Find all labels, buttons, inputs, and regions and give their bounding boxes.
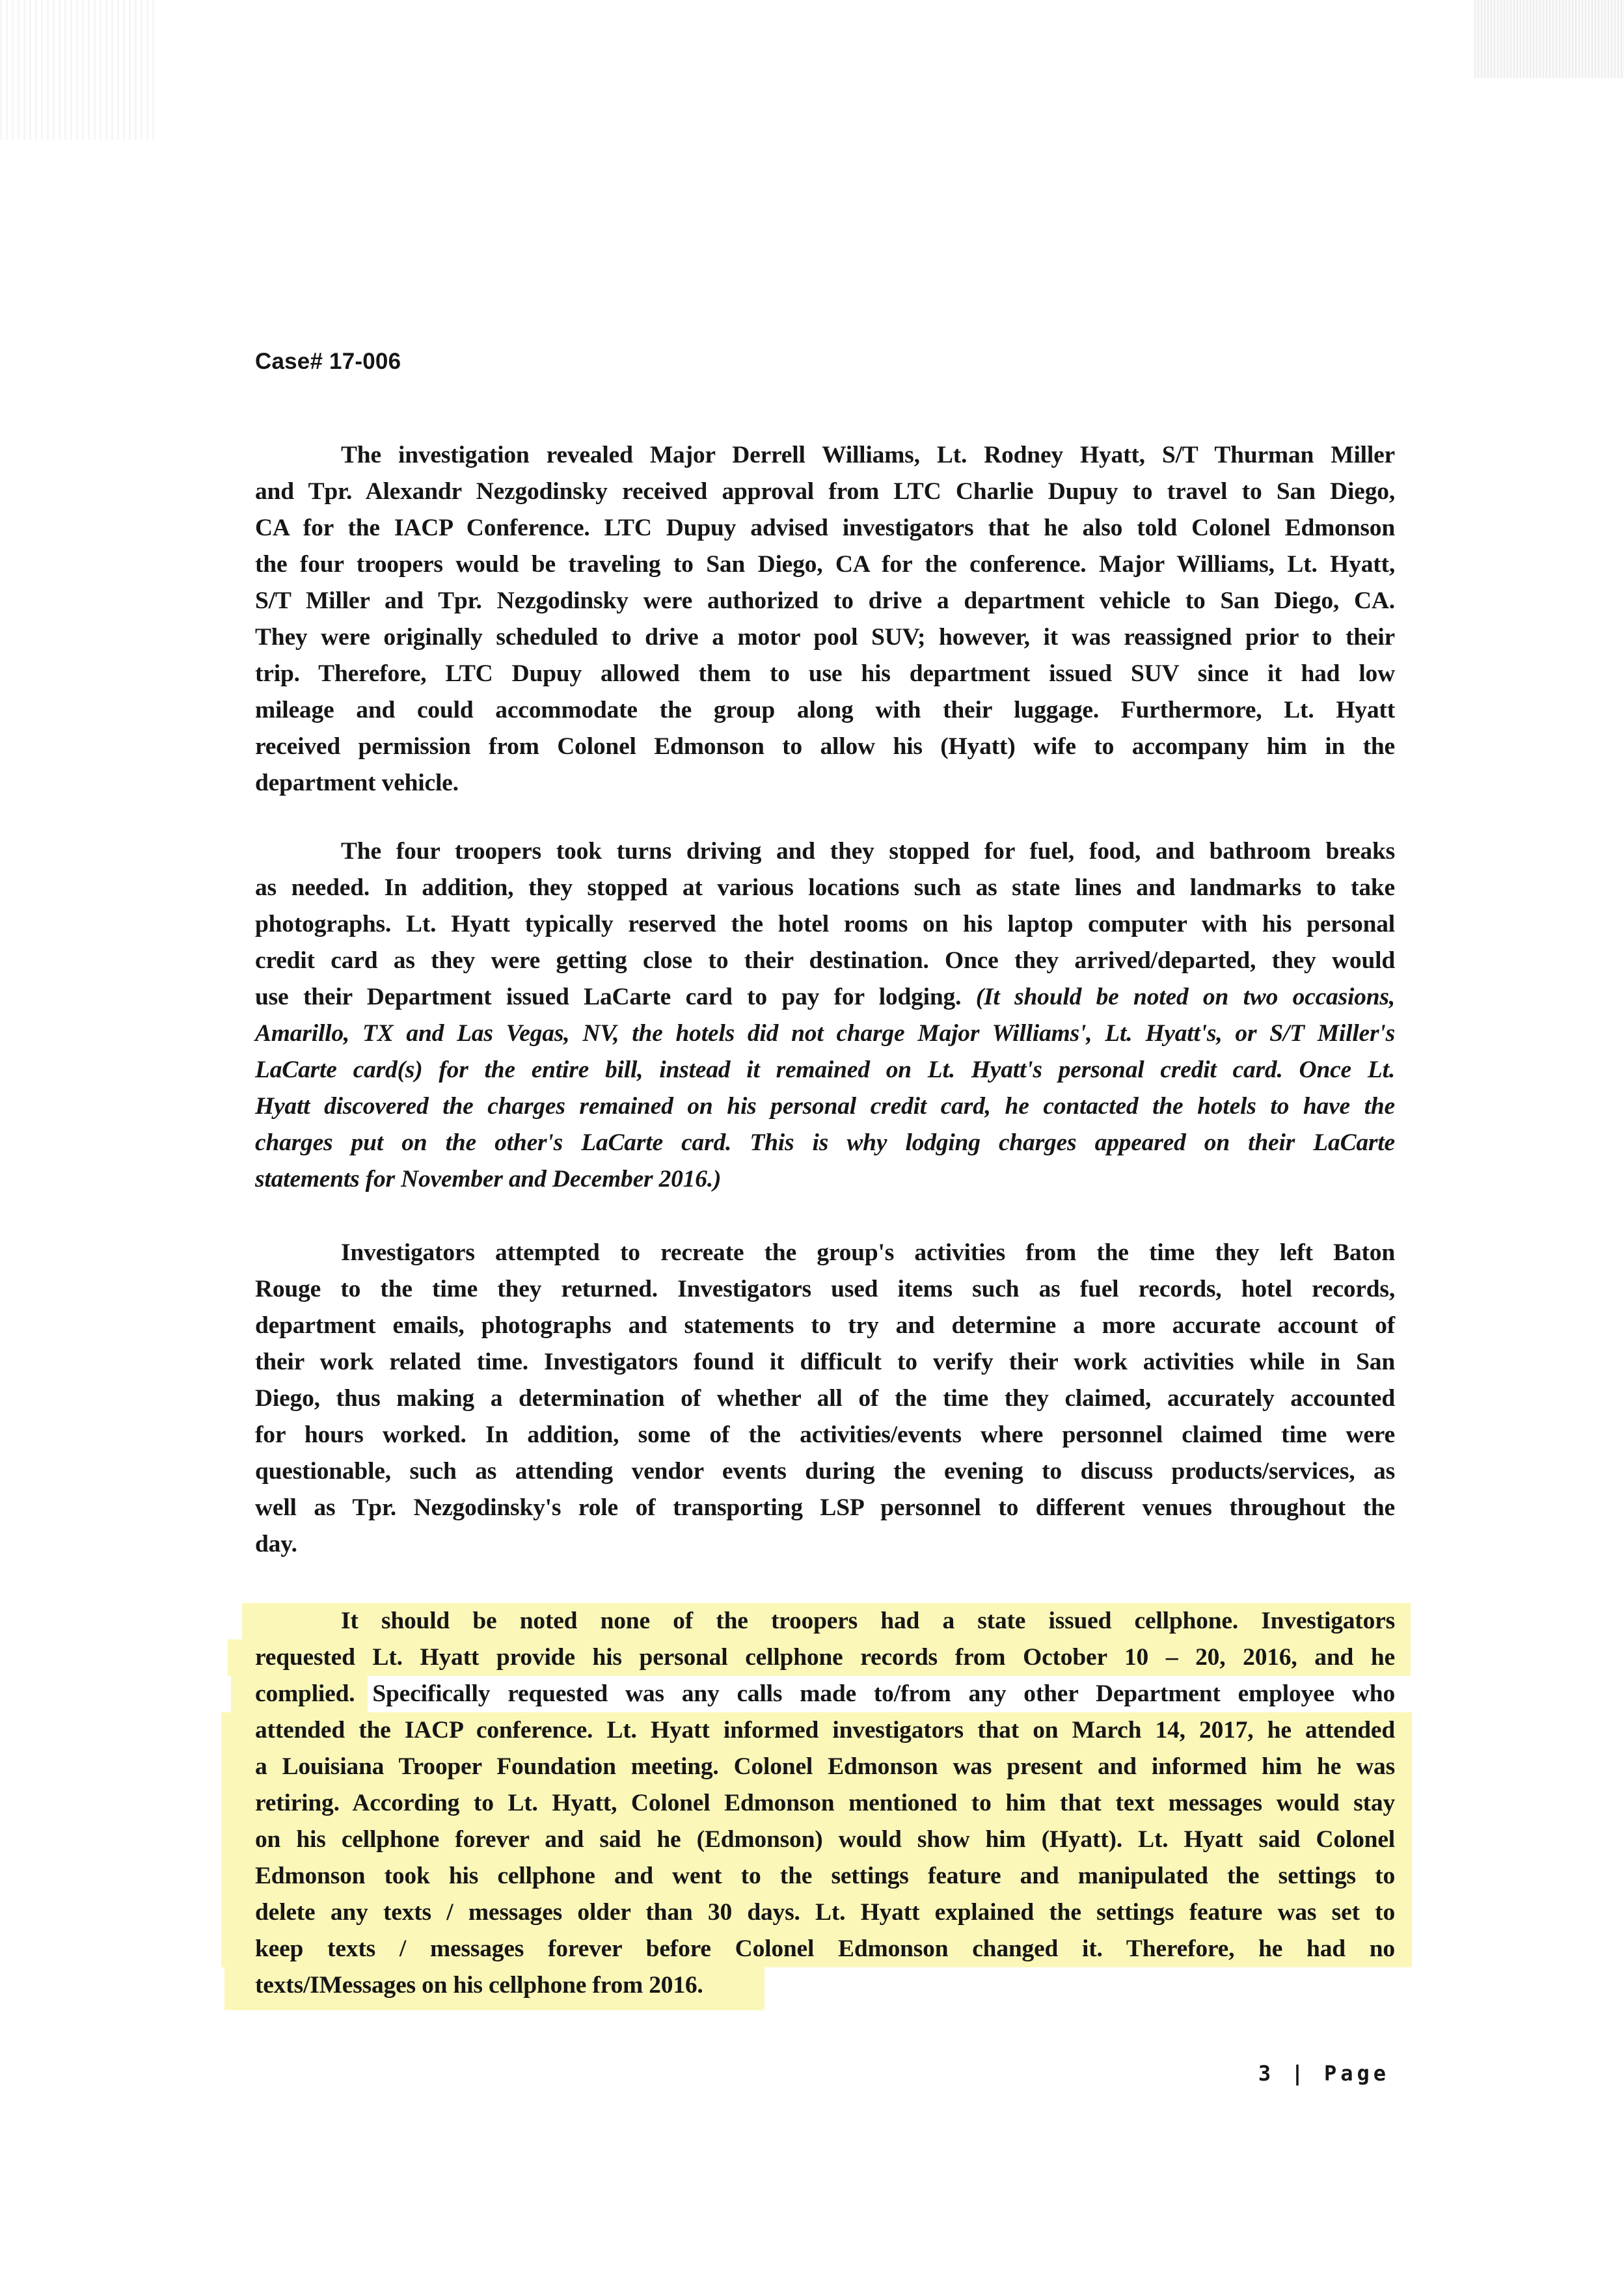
paragraph-line: CA for the IACP Conference. LTC Dupuy advised investigators that he also told Colonel Edmonson	[255, 515, 1395, 541]
paragraph-line: the four troopers would be traveling to San Diego, CA for the conference. Major Williams, Lt. Hyatt,	[255, 551, 1395, 578]
paragraph-line: as needed. In addition, they stopped at various locations such as state lines and landmarks to take	[255, 874, 1395, 901]
paragraph-line-mixed	[255, 979, 1395, 1016]
paragraph-line: on his cellphone forever and said he (Edmonson) would show him (Hyatt). Lt. Hyatt said Colonel	[255, 1826, 1395, 1853]
paragraph-approval	[255, 437, 1395, 801]
paragraph-line: S/T Miller and Tpr. Nezgodinsky were authorized to drive a department vehicle to San Diego, CA.	[255, 587, 1395, 614]
paragraph-line: mileage and could accommodate the group along with their luggage. Furthermore, Lt. Hyatt	[255, 697, 1395, 723]
paragraph-line: department emails, photographs and statements to try and determine a more accurate account of	[255, 1312, 1395, 1339]
paragraph-line: statements for November and December 2016.)	[255, 1166, 722, 1192]
paragraph-line: retiring. According to Lt. Hyatt, Colonel Edmonson mentioned to him that text messages would stay	[255, 1790, 1395, 1816]
paragraph-line: charges put on the other's LaCarte card. This is why lodging charges appeared on their LaCarte	[255, 1129, 1395, 1156]
paragraph-line: keep texts / messages forever before Colonel Edmonson changed it. Therefore, he had no	[255, 1935, 1395, 1962]
page-number: 3 | Page	[1258, 2061, 1390, 2086]
text-italic-note: (It should be noted on two occasions,	[975, 984, 1395, 1010]
paragraph-line: Hyatt discovered the charges remained on his personal credit card, he contacted the hotels to have the	[255, 1093, 1395, 1120]
paragraph-line: photographs. Lt. Hyatt typically reserved the hotel rooms on his laptop computer with his personal	[255, 911, 1395, 937]
paragraph-cellphone-highlighted	[255, 1603, 1395, 2004]
paragraph-line: texts/IMessages on his cellphone from 2016.	[255, 1972, 703, 1999]
paragraph-line: received permission from Colonel Edmonson to allow his (Hyatt) wife to accompany him in the	[255, 733, 1395, 760]
paragraph-line: Diego, thus making a determination of whether all of the time they claimed, accurately accounted	[255, 1385, 1395, 1412]
paragraph-line: requested Lt. Hyatt provide his personal cellphone records from October 10 – 20, 2016, and he	[255, 1644, 1395, 1671]
paragraph-line: They were originally scheduled to drive a motor pool SUV; however, it was reassigned prior to their	[255, 624, 1395, 651]
paragraph-line: attended the IACP conference. Lt. Hyatt informed investigators that on March 14, 2017, he attended	[255, 1717, 1395, 1744]
paragraph-line: delete any texts / messages older than 30 days. Lt. Hyatt explained the settings feature was set to	[255, 1899, 1395, 1926]
paragraph-line: The investigation revealed Major Derrell Williams, Lt. Rodney Hyatt, S/T Thurman Miller	[341, 442, 1395, 468]
paragraph-line: Edmonson took his cellphone and went to the settings feature and manipulated the settings to	[255, 1863, 1395, 1889]
paragraph-travel	[255, 833, 1395, 1198]
paragraph-investigation	[255, 1235, 1395, 1563]
paragraph-line: Investigators attempted to recreate the group's activities from the time they left Baton	[341, 1239, 1395, 1266]
paragraph-line: It should be noted none of the troopers had a state issued cellphone. Investigators	[341, 1608, 1395, 1634]
paragraph-line: questionable, such as attending vendor events during the evening to discuss products/services, as	[255, 1458, 1395, 1485]
paragraph-line: Amarillo, TX and Las Vegas, NV, the hotels did not charge Major Williams', Lt. Hyatt's, or S/T Miller's	[255, 1020, 1395, 1047]
paragraph-line: trip. Therefore, LTC Dupuy allowed them to use his department issued SUV since it had low	[255, 660, 1395, 687]
paragraph-line: complied. Specifically requested was any calls made to/from any other Department employee who	[255, 1680, 1395, 1707]
paragraph-line: Rouge to the time they returned. Investigators used items such as fuel records, hotel records,	[255, 1276, 1395, 1302]
paragraph-line: The four troopers took turns driving and they stopped for fuel, food, and bathroom breaks	[341, 838, 1395, 865]
paragraph-line: their work related time. Investigators found it difficult to verify their work activities while in San	[255, 1349, 1395, 1375]
case-number: Case# 17-006	[255, 349, 401, 374]
paragraph-line: for hours worked. In addition, some of the activities/events where personnel claimed time were	[255, 1421, 1395, 1448]
scan-artifact	[1474, 0, 1624, 78]
text-normal: use their Department issued LaCarte card to pay for lodging.	[255, 984, 976, 1010]
paragraph-line: and Tpr. Alexandr Nezgodinsky received approval from LTC Charlie Dupuy to travel to San Diego,	[255, 478, 1395, 505]
paragraph-line: credit card as they were getting close to their destination. Once they arrived/departed, they would	[255, 947, 1395, 974]
paragraph-line: a Louisiana Trooper Foundation meeting. Colonel Edmonson was present and informed him he was	[255, 1753, 1395, 1780]
paragraph-line: well as Tpr. Nezgodinsky's role of transporting LSP personnel to different venues throughout the	[255, 1494, 1395, 1521]
paragraph-line: department vehicle.	[255, 770, 459, 796]
paragraph-line: day.	[255, 1531, 297, 1557]
paragraph-line: LaCarte card(s) for the entire bill, instead it remained on Lt. Hyatt's personal credit card. Once Lt.	[255, 1057, 1395, 1083]
scan-artifact	[0, 0, 156, 140]
